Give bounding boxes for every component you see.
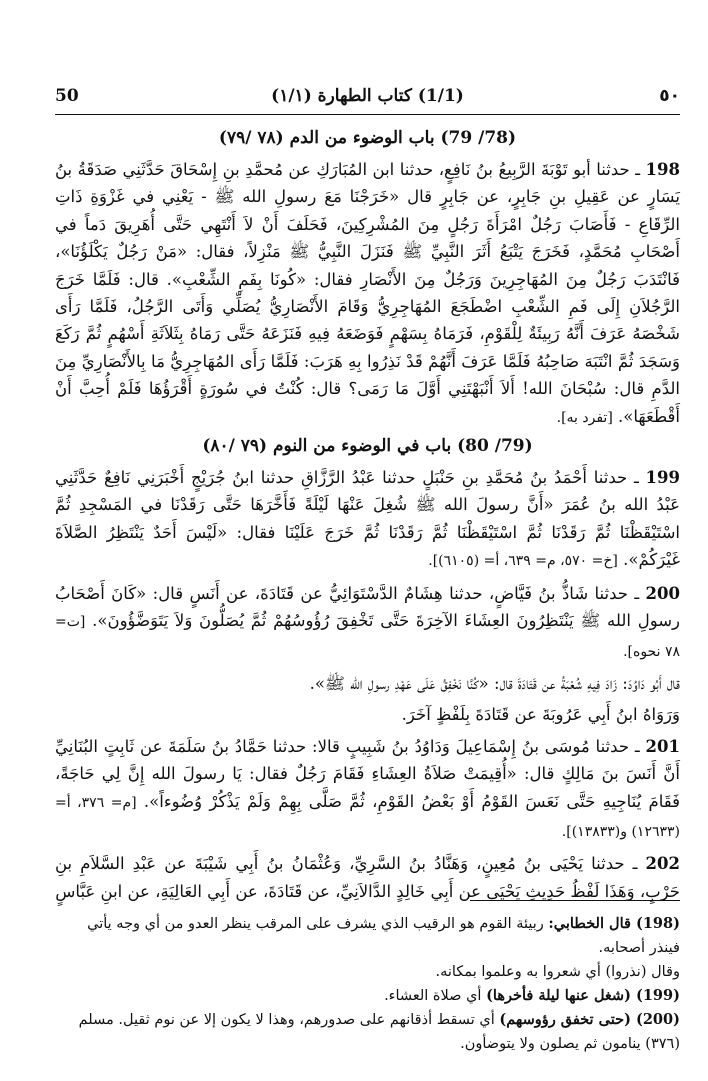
hadith-text: ـ حدثنا أبو تَوْبَةَ الرَّبِيعُ بنُ نَافِعٍ، حدثنا ابن المُبَارَكِ عن مُحمَّدِ بنِ إِسْحَاقَ حَدَّثَنِي صَدَقَةُ بنُ يَسَارٍ عن عَقِيلِ بنِ جَابِرٍ، عن جَابِرٍ قال «خَرَجْنَا مَعَ رسولِ الله ﷺ - يَعْنِي في غَزْوَةِ ذَاتِ الرِّقَاعِ - فَأَصَابَ رَجُلٌ امْرَأَةَ رَجُلٍ مِنَ المُشْرِكِينَ، فَحَلَفَ أَنْ لاَ أَنْتَهِي حَتَّى أُهَرِيقَ دَماً في أَصْحَابِ مُحَمَّدٍ، فَخَرَجَ يَتْبَعُ أَثَرَ النَّبِيِّ ﷺ فَنَزَلَ النَّبِيُّ ﷺ مَنْزِلاً، فقال: «مَنْ رَجُلٌ يَكْلَؤُنَا»، فَانْتَدَبَ رَجُلٌ مِنَ المُهَاجِرِينَ وَرَجُلٌ مِنَ الأَنْصَارِ فقال: «كُونَا بِفَمِ الشِّعْبِ». قال: فَلَمَّا خَرَجَ الرَّجُلاَنِ إِلَى فَمِ الشِّعْبِ اضْطَجَعَ المُهَاجِرِيُّ وَقَامَ الأَنْصَارِيُّ يُصَلِّي وَأَتَى الرَّجُلُ، فَلَمَّا رَأَى شَخْصَهُ عَرَفَ أَنَّهُ رَبِيئَةٌ لِلْقَوْمِ، فَرَمَاهُ بِسَهْمٍ فَوَضَعَهُ فِيهِ فَنَزَعَهُ حَتَّى رَمَاهُ بِثَلاَثَةِ أَسْهُمٍ ثُمَّ رَكَعَ وَسَجَدَ ثُمَّ انْتَبَهَ صَاحِبُهُ فَلَمَّا عَرَفَ أَنَّهُمْ قَدْ نَذِرُوا بِهِ هَرَبَ: فَلَمَّا رَأَى المُهَاجِرِيُّ مَا بِالأَنْصَارِيِّ مِنَ الدَّمِ قال: سُبْحَانَ الله! أَلاَ أَنْبَهْتَنِي أَوَّلَ مَا رَمَى؟ قال: كُنْتُ في سُورَةٍ أَقْرَؤُهَا فَلَمْ أُحِبَّ أَنْ أَقْطَعَهَا». [55,160,680,426]
hadith-number: 202 [645,854,680,874]
footnote-text: ربيئة القوم هو الرقيب الذي يشرف على المرقب ينظر العدو من أي وجه يأتي فينذر أصحابه. [87,916,680,956]
page-number-right: ٥٠ [659,86,680,106]
footnote [55,960,680,984]
hadith-reference: [م= ٣٧٦، أ= (١٢٦٣٣) و(١٣٨٣٣)]. [55,794,680,840]
hadith-text: ـ حدثنا أَحْمَدُ بنُ مُحَمَّدِ بنِ حَنْبَلٍ حدثنا عَبْدُ الرَّزَّاقِ حدثنا ابنُ جُرَيْجٍ أَخْبَرَنِي نَافِعٌ حَدَّثَنِي عَبْدُ الله بنُ عُمَرَ «أَنَّ رسولَ الله ﷺ شُغِلَ عَنْهَا لَيْلَةً فَأَخَّرَهَا حَتَّى رَقَدْنَا في المَسْجِدِ ثُمَّ اسْتَيْقَظْنَا ثُمَّ رَقَدْنَا ثُمَّ اسْتَيْقَظْنَا ثُمَّ رَقَدْنَا ثُمَّ خَرَجَ عَلَيْنَا فقال: «لَيْسَ أَحَدٌ يَنْتَظِرُ الصَّلاَةَ غَيْرَكُمْ». [55,468,680,570]
hadith-reference: [خ= ٥٧٠، م= ٦٣٩، أ= (٦١٠٥)]. [428,553,618,570]
footnote-text: وقال (نذروا) أي شعروا به وعلموا بمكانه. [435,964,680,980]
footnote [55,912,680,960]
hadith-number: 201 [645,736,680,756]
header-rule [55,114,680,115]
hadith-reference: [ت= ٧٨ نحوه]. [55,614,680,660]
footnotes [55,912,680,1056]
hadith-number: 200 [645,583,680,603]
footnote-text: أي صلاة العشاء. [384,988,487,1004]
hadith-reference: [تفرد به]. [556,409,613,426]
footnote-rule [470,900,680,901]
main-text [55,126,680,909]
running-title: (1/1) كتاب الطهارة (١/١) [271,86,464,106]
chapter-title: (78/ 79) باب الوضوء من الدم (٧٨ /٧٩) [218,128,517,148]
hadith-202 [55,850,680,905]
footnote [55,984,680,1008]
hadith-text: ـ حدثنا يَحْيَى بنُ مُعِينٍ، وَهَنَّادُ بنُ السَّرِيِّ، وَعُثْمَانُ بنُ أَبِي شَيْبَةَ عن عَبْدِ السَّلاَمِ بنِ حَرْبٍ، وَهَذَا لَفْظُ حَدِيثِ يَحْيَى عن أَبِي خَالِدٍ الدَّالاَنِيِّ، عن قَتَادَةَ، عن أَبِي العَالِيَةِ، عن ابنِ عَبَّاسٍ [55,854,680,901]
hadith-number: 198 [645,160,680,179]
hadith-text: ـ حدثنا مُوسَى بنُ إِسْمَاعِيلَ وَدَاوُدُ بنُ شَبِيبٍ قالا: حدثنا حَمَّادُ بنُ سَلَمَةَ عن ثَابِتٍ البُنَانِيِّ أَنَّ أَنَسَ بنَ مَالِكٍ قال: «أُقِيمَتْ صَلاَةُ العِشَاءِ فَقَامَ رَجُلٌ فقال: يَا رسولَ الله إِنَّ لِي حَاجَةً، فَقَامَ يُنَاجِيهِ حَتَّى نَعَسَ القَوْمُ أَوْ بَعْضُ القَوْمِ، ثُمَّ صَلَّى بِهِمْ وَلَمْ يَذْكُرْ وُضُوءاً». [55,736,680,811]
footnote [55,1008,680,1056]
footnote-text: أي تسقط أذقانهم على صدورهم، وهذا لا يكون إلا عن نوم ثقيل. مسلم (٣٧٦) ينامون ثم يصلون ولا يتوضأون. [78,1012,680,1052]
hadith-201 [55,733,680,847]
footnote-label: (198) قال الخطابي: [548,915,680,932]
abu-dawud-note: وَرَوَاهُ ابنُ أَبِي عَرُوبَةَ عن قَتَادَةَ بِلَفْظٍ آخَرَ. [401,705,680,725]
hadith-number: 199 [645,468,680,488]
footnote-label: (199) (شغل عنها ليلة فأخرها) [486,987,680,1004]
page-number-left: 50 [55,86,79,106]
hadith-198 [55,156,680,432]
hadith-199 [55,464,680,576]
hadith-text: ـ حدثنا شَاذُّ بنُ فَيَّاضٍ، حدثنا هِشَامٌ الدَّسْتَوَائِيُّ عن قَتَادَةَ، عن أَنَسٍ قال: «كَانَ أَصْحَابُ رسولِ الله ﷺ يَنْتَظِرُونَ العِشَاءَ الآخِرَةَ حَتَّى تَخْفِقَ رُؤُوسُهُمْ ثُمَّ يُصَلُّونَ وَلاَ يَتَوَضَّؤُونَ». [55,583,681,631]
abu-dawud-note: قال أَبُو دَاوُدَ: زَادَ فِيهِ شُعْبَةُ عن قَتَادَةَ قال: «كُنَّا نَخْفِقُ عَلَى عَهْدِ رسولِ الله ﷺ». [309,673,680,693]
page-header [55,84,680,120]
chapter-title: (79/ 80) باب في الوضوء من النوم (٧٩ /٨٠) [202,436,533,457]
hadith-200 [55,580,680,666]
footnote-label: (200) (حتى تخفق رؤوسهم) [499,1011,680,1028]
